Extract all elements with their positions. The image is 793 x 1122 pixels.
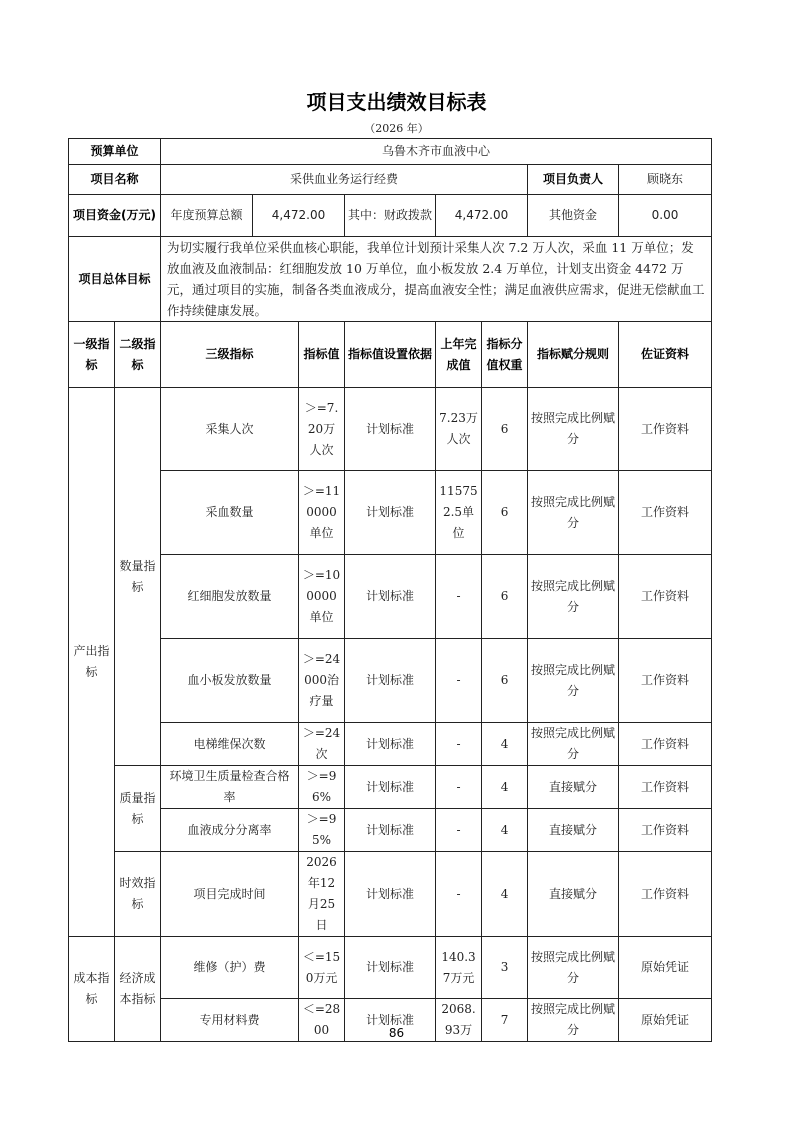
goal-row <box>69 237 712 322</box>
level2-indicator: 数量指标 <box>115 388 161 766</box>
other-funds-value: 0.00 <box>619 195 712 237</box>
budget-unit-value: 乌鲁木齐市血液中心 <box>161 139 712 165</box>
level2-indicator: 质量指标 <box>115 766 161 852</box>
target-value: ＜=2800 <box>299 999 345 1042</box>
header-rule: 指标赋分规则 <box>528 322 619 388</box>
setting-basis: 计划标准 <box>345 388 436 471</box>
level3-indicator: 环境卫生质量检查合格率 <box>161 766 299 809</box>
scoring-rule: 按照完成比例赋分 <box>528 937 619 999</box>
level3-indicator: 电梯维保次数 <box>161 723 299 766</box>
header-evidence: 佐证资料 <box>619 322 712 388</box>
level2-indicator: 经济成本指标 <box>115 937 161 1042</box>
evidence: 工作资料 <box>619 723 712 766</box>
scoring-rule: 按照完成比例赋分 <box>528 471 619 555</box>
setting-basis: 计划标准 <box>345 639 436 723</box>
header-level2: 二级指标 <box>115 322 161 388</box>
evidence: 工作资料 <box>619 852 712 937</box>
weight: 4 <box>482 766 528 809</box>
weight: 6 <box>482 388 528 471</box>
scoring-rule: 按照完成比例赋分 <box>528 723 619 766</box>
page-title: 项目支出绩效目标表 <box>306 90 487 114</box>
annual-budget-label: 年度预算总额 <box>161 195 253 237</box>
page-number: 86 <box>388 1026 405 1040</box>
project-name-label: 项目名称 <box>69 165 161 195</box>
header-row <box>69 322 712 388</box>
last-year-value: - <box>436 639 482 723</box>
setting-basis: 计划标准 <box>345 999 436 1042</box>
setting-basis: 计划标准 <box>345 937 436 999</box>
annual-budget-value: 4,472.00 <box>253 195 345 237</box>
target-value: ＞=24000治疗量 <box>299 639 345 723</box>
scoring-rule: 按照完成比例赋分 <box>528 388 619 471</box>
project-manager-value: 顾晓东 <box>619 165 712 195</box>
last-year-value: - <box>436 852 482 937</box>
indicator-row <box>69 639 712 723</box>
last-year-value: 140.37万元 <box>436 937 482 999</box>
weight: 3 <box>482 937 528 999</box>
target-value: 2026年12月25日 <box>299 852 345 937</box>
target-value: ＞=100000单位 <box>299 555 345 639</box>
goal-text: 为切实履行我单位采供血核心职能，我单位计划预计采集人次 7.2 万人次，采血 11 万单位；发放血液及血液制品：红细胞发放 10 万单位，血小板发放 2.4 万单位，计划支出资金 4472 万元，通过项目的实施，制备各类血液成分，提高血液安全性；满足血液供应需求，促进无偿献血工作持续健康发展。 <box>161 237 712 322</box>
indicator-row <box>69 852 712 937</box>
evidence: 原始凭证 <box>619 937 712 999</box>
level3-indicator: 采集人次 <box>161 388 299 471</box>
last-year-value: - <box>436 555 482 639</box>
scoring-rule: 直接赋分 <box>528 766 619 809</box>
last-year-value: - <box>436 766 482 809</box>
goal-label: 项目总体目标 <box>69 237 161 322</box>
scoring-rule: 按照完成比例赋分 <box>528 555 619 639</box>
budget-unit-row <box>69 139 712 165</box>
indicator-row <box>69 388 712 471</box>
fiscal-label: 其中：财政拨款 <box>345 195 436 237</box>
last-year-value: 115752.5单位 <box>436 471 482 555</box>
funds-label: 项目资金(万元) <box>69 195 161 237</box>
project-name-row <box>69 165 712 195</box>
level3-indicator: 红细胞发放数量 <box>161 555 299 639</box>
fiscal-value: 4,472.00 <box>436 195 528 237</box>
target-value: ＞=24次 <box>299 723 345 766</box>
setting-basis: 计划标准 <box>345 766 436 809</box>
indicator-row <box>69 937 712 999</box>
scoring-rule: 按照完成比例赋分 <box>528 639 619 723</box>
last-year-value: 7.23万人次 <box>436 388 482 471</box>
evidence: 原始凭证 <box>619 999 712 1042</box>
performance-target-table <box>68 138 712 1042</box>
target-value: ＞=96% <box>299 766 345 809</box>
scoring-rule: 直接赋分 <box>528 809 619 852</box>
target-value: ＞=7.20万人次 <box>299 388 345 471</box>
indicator-row <box>69 766 712 809</box>
setting-basis: 计划标准 <box>345 555 436 639</box>
weight: 6 <box>482 639 528 723</box>
level3-indicator: 采血数量 <box>161 471 299 555</box>
level3-indicator: 维修（护）费 <box>161 937 299 999</box>
evidence: 工作资料 <box>619 809 712 852</box>
level3-indicator: 血液成分分离率 <box>161 809 299 852</box>
target-value: ＜=150万元 <box>299 937 345 999</box>
last-year-value: - <box>436 723 482 766</box>
indicator-row <box>69 723 712 766</box>
level1-indicator: 成本指标 <box>69 937 115 1042</box>
setting-basis: 计划标准 <box>345 723 436 766</box>
other-funds-label: 其他资金 <box>528 195 619 237</box>
setting-basis: 计划标准 <box>345 852 436 937</box>
weight: 4 <box>482 723 528 766</box>
evidence: 工作资料 <box>619 555 712 639</box>
level1-indicator: 产出指标 <box>69 388 115 937</box>
weight: 4 <box>482 852 528 937</box>
year-label: （2026 年） <box>364 122 429 135</box>
header-target: 指标值 <box>299 322 345 388</box>
weight: 7 <box>482 999 528 1042</box>
evidence: 工作资料 <box>619 388 712 471</box>
target-value: ＞=95% <box>299 809 345 852</box>
target-value: ＞=110000单位 <box>299 471 345 555</box>
scoring-rule: 按照完成比例赋分 <box>528 999 619 1042</box>
weight: 4 <box>482 809 528 852</box>
level2-indicator: 时效指标 <box>115 852 161 937</box>
header-last-year: 上年完成值 <box>436 322 482 388</box>
setting-basis: 计划标准 <box>345 809 436 852</box>
last-year-value: - <box>436 809 482 852</box>
indicator-row <box>69 809 712 852</box>
evidence: 工作资料 <box>619 766 712 809</box>
evidence: 工作资料 <box>619 639 712 723</box>
setting-basis: 计划标准 <box>345 471 436 555</box>
weight: 6 <box>482 555 528 639</box>
evidence: 工作资料 <box>619 471 712 555</box>
weight: 6 <box>482 471 528 555</box>
project-name-value: 采供血业务运行经费 <box>161 165 528 195</box>
header-level3: 三级指标 <box>161 322 299 388</box>
scoring-rule: 直接赋分 <box>528 852 619 937</box>
header-basis: 指标值设置依据 <box>345 322 436 388</box>
indicator-row <box>69 471 712 555</box>
level3-indicator: 专用材料费 <box>161 999 299 1042</box>
header-weight: 指标分值权重 <box>482 322 528 388</box>
header-level1: 一级指标 <box>69 322 115 388</box>
last-year-value: 2068.93万 <box>436 999 482 1042</box>
indicator-row <box>69 555 712 639</box>
funds-row <box>69 195 712 237</box>
level3-indicator: 项目完成时间 <box>161 852 299 937</box>
project-manager-label: 项目负责人 <box>528 165 619 195</box>
budget-unit-label: 预算单位 <box>69 139 161 165</box>
level3-indicator: 血小板发放数量 <box>161 639 299 723</box>
